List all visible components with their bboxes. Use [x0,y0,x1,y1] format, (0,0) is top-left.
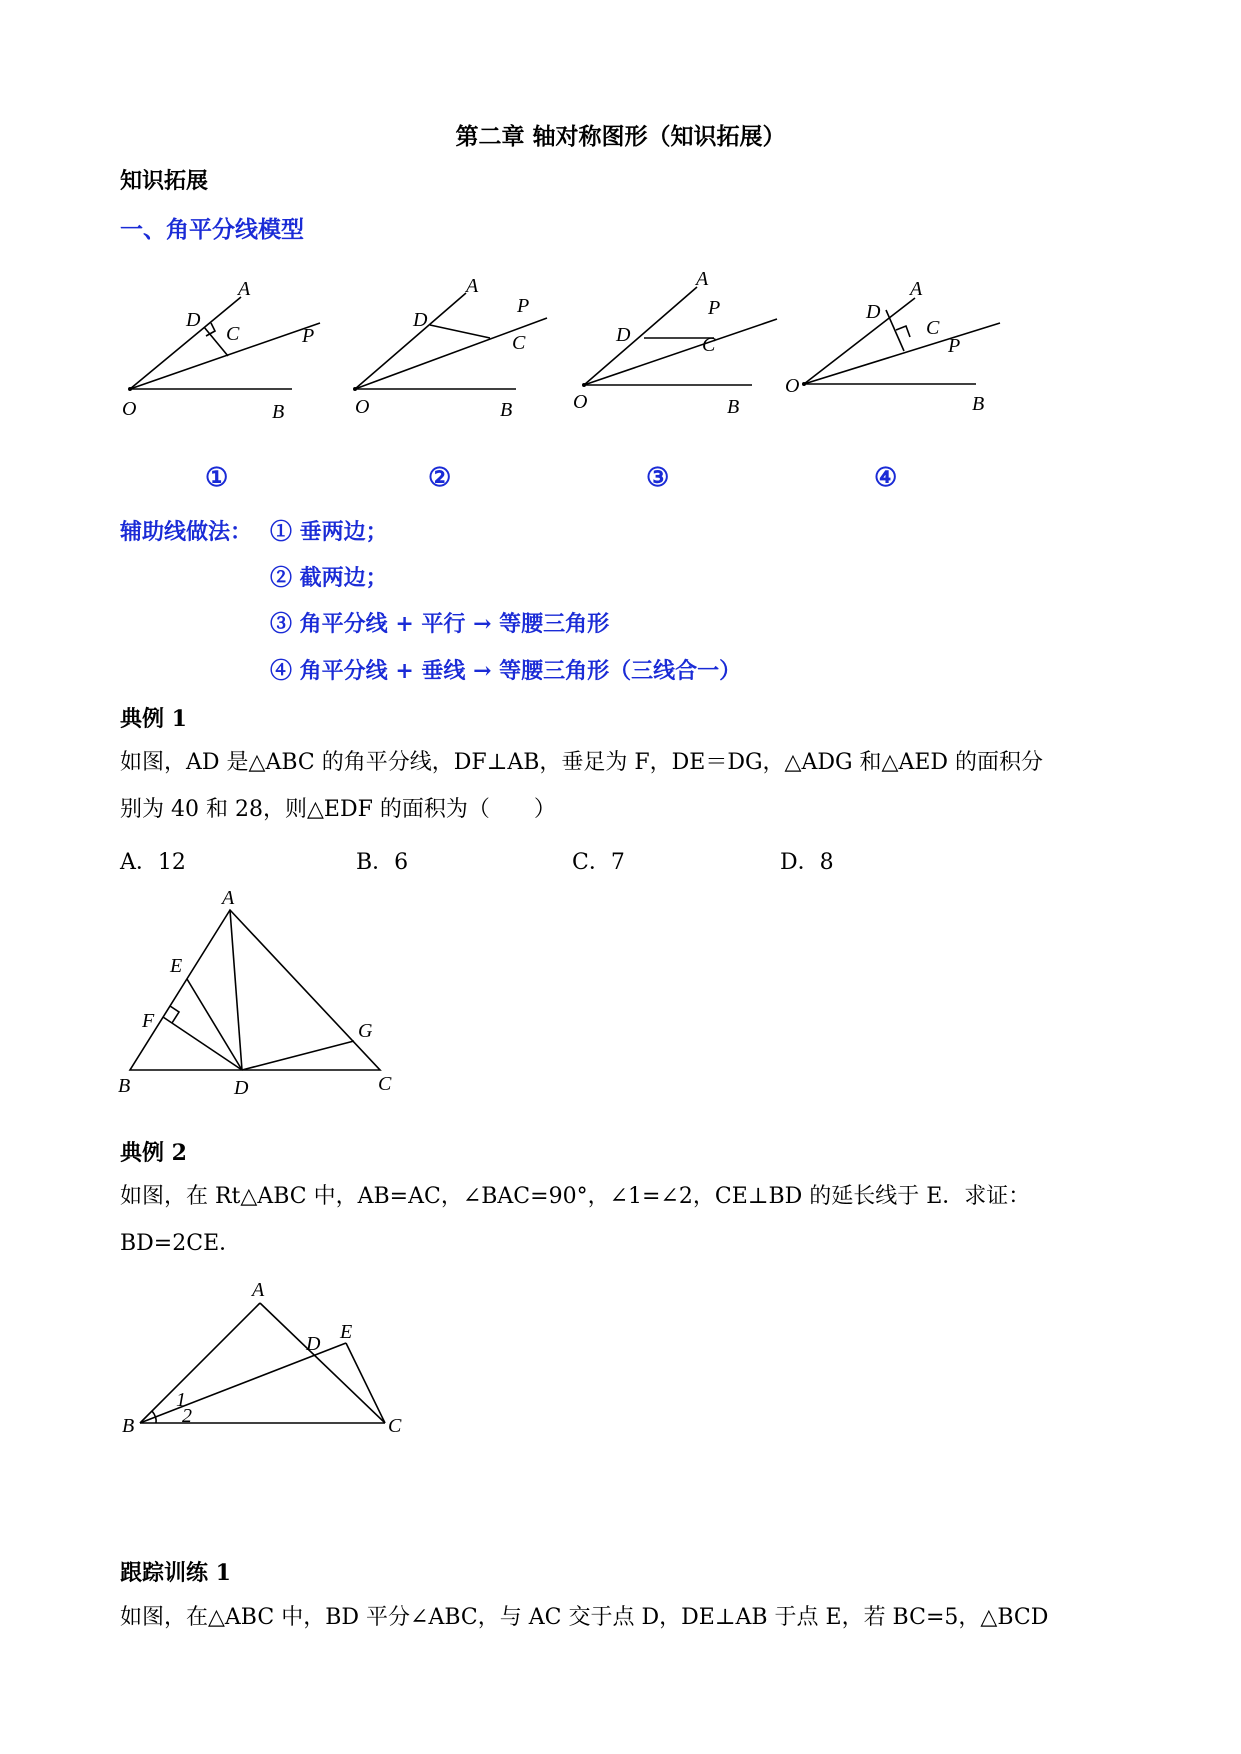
ex1-label-e: E [170,955,183,977]
ex2-label-c: C [388,1415,402,1437]
ex1-label-d: D [234,1077,249,1099]
fig4-label-o: O [785,375,800,397]
option-c: C．7 [572,850,625,875]
fig1-label-b: B [272,401,285,423]
fig1-label-d: D [186,309,201,331]
subsection-heading: 一、角平分线模型 [120,216,304,243]
fig2-label-c: C [512,332,526,354]
fig2-label-o: O [355,396,370,418]
option-b: B．6 [356,850,409,875]
figure-number-3: ③ [646,463,670,493]
example1-figure [110,880,410,1100]
methods-prefix: 辅助线做法： [120,519,253,545]
page-title: 第二章 轴对称图形（知识拓展） [455,123,786,150]
method-item-2: ② 截两边； [270,565,388,591]
method-item-3: ③ 角平分线 + 平行 → 等腰三角形 [270,611,610,637]
ex1-label-f: F [142,1010,155,1032]
fig3-label-p: P [708,297,721,319]
ex2-label-d: D [306,1333,321,1355]
fig2-label-a: A [466,275,479,297]
training1-heading: 跟踪训练 1 [120,1560,231,1586]
ex2-label-b: B [122,1415,135,1437]
section-heading: 知识拓展 [120,168,209,194]
fig3-label-c: C [702,334,716,356]
method-item-4: ④ 角平分线 + 垂线 → 等腰三角形（三线合一） [270,658,742,684]
example2-figure [110,1270,430,1450]
fig1-label-o: O [122,398,137,420]
fig4-label-b: B [972,393,985,415]
fig4-label-d: D [866,301,881,323]
fig3-label-b: B [727,396,740,418]
ex2-label-e: E [340,1321,353,1343]
fig4-label-c: C [926,317,940,339]
fig2-label-b: B [500,399,513,421]
example1-line2: 别为 40 和 28，则△EDF 的面积为（ ） [120,797,556,822]
fig1-label-p: P [302,325,315,347]
figure-number-2: ② [428,463,452,493]
fig3-label-o: O [573,391,588,413]
ex1-label-c: C [378,1073,392,1095]
fig1-label-a: A [238,278,251,300]
fig3-label-d: D [616,324,631,346]
fig4-label-p: P [948,335,961,357]
example1-heading: 典例 1 [120,706,187,732]
fig1-label-c: C [226,323,240,345]
option-a: A．12 [120,850,186,875]
ex1-label-g: G [358,1020,373,1042]
training1-line1: 如图，在△ABC 中，BD 平分∠ABC，与 AC 交于点 D，DE⊥AB 于点 E，若 BC=5，△BCD [120,1605,1049,1630]
ex2-angle-1: 1 [176,1389,186,1411]
example2-heading: 典例 2 [120,1140,187,1166]
ex1-label-a: A [222,887,235,909]
method-item-1: ① 垂两边； [270,519,388,545]
fig3-label-a: A [696,268,709,290]
example2-line2: BD=2CE． [120,1231,242,1256]
example2-line1: 如图，在 Rt△ABC 中，AB=AC，∠BAC=90°，∠1=∠2，CE⊥BD 的延长线于 E．求证： [120,1184,1031,1209]
fig2-label-d: D [413,309,428,331]
fig4-label-a: A [910,278,923,300]
fig2-label-p: P [517,295,530,317]
option-d: D．8 [780,850,834,875]
ex2-angle-2: 2 [182,1405,192,1427]
ex2-label-a: A [252,1279,265,1301]
figure-number-4: ④ [874,463,898,493]
figure-number-1: ① [205,463,229,493]
ex1-label-b: B [118,1075,131,1097]
example1-line1: 如图，AD 是△ABC 的角平分线，DF⊥AB，垂足为 F，DE＝DG，△ADG 和△AED 的面积分 [120,750,1044,775]
angle-bisector-figures [110,260,1010,430]
